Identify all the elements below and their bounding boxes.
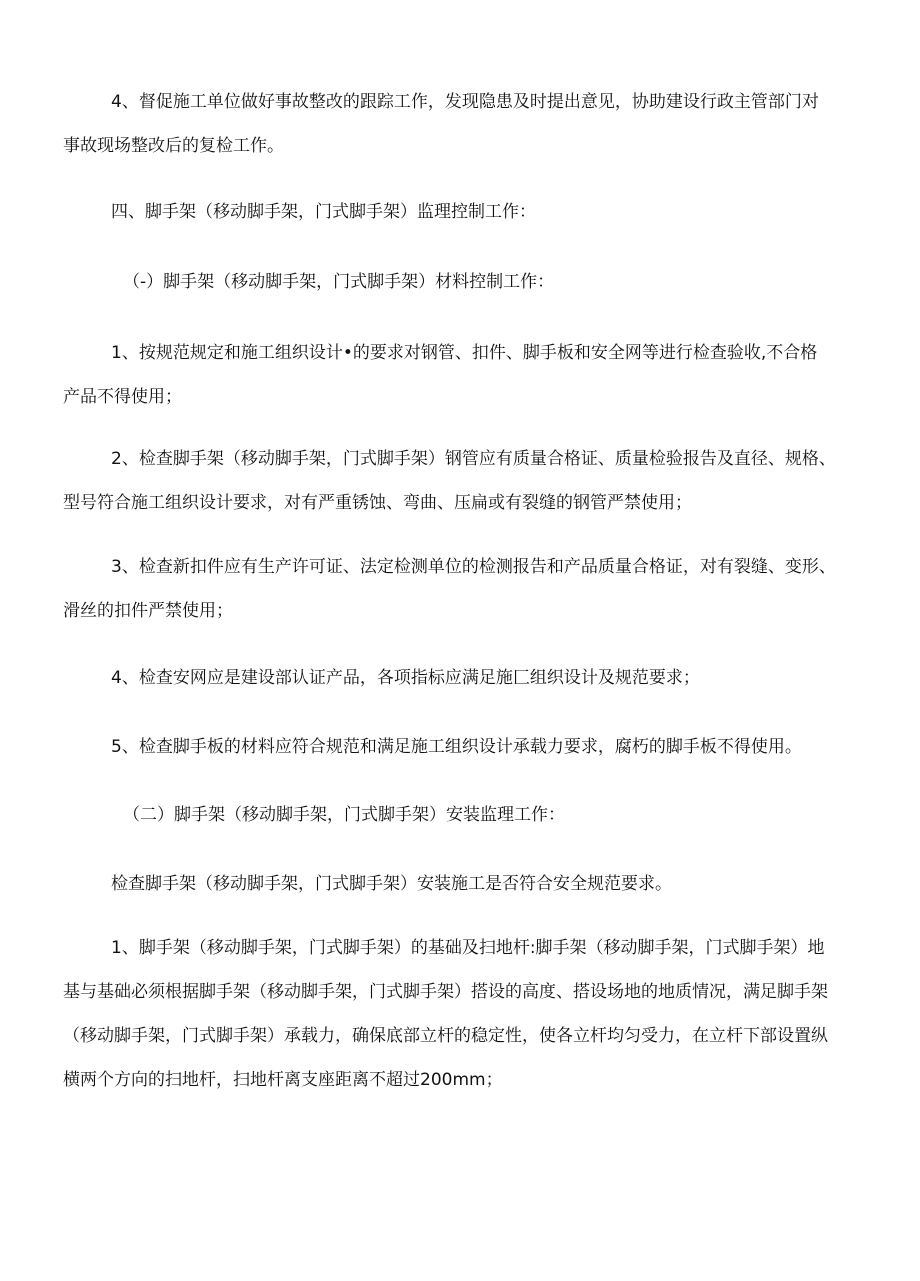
text-line: （移动脚手架，门式脚手架）承载力，确保底部立杆的稳定性，使各立杆均匀受力，在立杆下部设置纵 <box>63 1026 828 1046</box>
text-line: 2、检查脚手架（移动脚手架，门式脚手架）钢管应有质量合格证、质量检验报告及直径、规格、 <box>111 449 836 469</box>
paragraph-item-4-safety-net <box>63 667 863 689</box>
text-line: 事故现场整改后的复检工作。 <box>63 136 284 156</box>
text-line: 5、检查脚手板的材料应符合规范和满足施工组织设计承载力要求，腐朽的脚手板不得使用。 <box>111 737 802 757</box>
subsection-heading-material-control <box>63 271 863 293</box>
paragraph-item-2-steel-pipe <box>63 448 863 514</box>
text-line: （二）脚手架（移动脚手架，门式脚手架）安装监理工作： <box>123 805 565 825</box>
paragraph-item-5-scaffold-board <box>63 736 863 758</box>
text-line: 型号符合施工组织设计要求，对有严重锈蚀、弯曲、压扁或有裂缝的钢管严禁使用； <box>63 493 692 513</box>
text-line: 横两个方向的扫地杆，扫地杆离支座距离不超过200mm； <box>63 1070 503 1090</box>
text-line: 产品不得使用； <box>63 387 182 407</box>
paragraph-rectification-followup <box>63 91 863 157</box>
text-line: 3、检查新扣件应有生产许可证、法定检测单位的检测报告和产品质量合格证，对有裂缝、变形、 <box>111 557 836 577</box>
text-line: 四、脚手架（移动脚手架，门式脚手架）监理控制工作： <box>111 202 536 222</box>
text-line: 滑丝的扣件严禁使用； <box>63 601 233 621</box>
text-line: 4、检查安网应是建设部认证产品，各项指标应满足施匚组织设计及规范要求； <box>111 668 700 688</box>
paragraph-item-1-foundation <box>63 937 863 1091</box>
section-heading-scaffold-control <box>63 201 863 223</box>
text-line: （-）脚手架（移动脚手架，门式脚手架）材料控制工作： <box>123 272 555 292</box>
paragraph-item-3-fasteners <box>63 556 863 622</box>
text-line: 基与基础必须根据脚手架（移动脚手架，门式脚手架）搭设的高度、搭设场地的地质情况，满足脚手架 <box>63 982 828 1002</box>
text-line: 检查脚手架（移动脚手架，门式脚手架）安装施工是否符合安全规范要求。 <box>111 874 672 894</box>
paragraph-item-1-inspection <box>63 342 863 408</box>
text-line: 1、脚手架（移动脚手架，门式脚手架）的基础及扫地杆:脚手架（移动脚手架，门式脚手架）地 <box>111 938 825 958</box>
text-line: 4、督促施工单位做好事故整改的跟踪工作，发现隐患及时提出意见，协助建设行政主管部门对 <box>111 92 819 112</box>
subsection-heading-installation <box>63 804 863 826</box>
text-line: 1、按规范规定和施工组织设计•的要求对钢管、扣件、脚手板和安全网等进行检查验收,不合格 <box>111 343 818 363</box>
paragraph-installation-check <box>63 873 863 895</box>
